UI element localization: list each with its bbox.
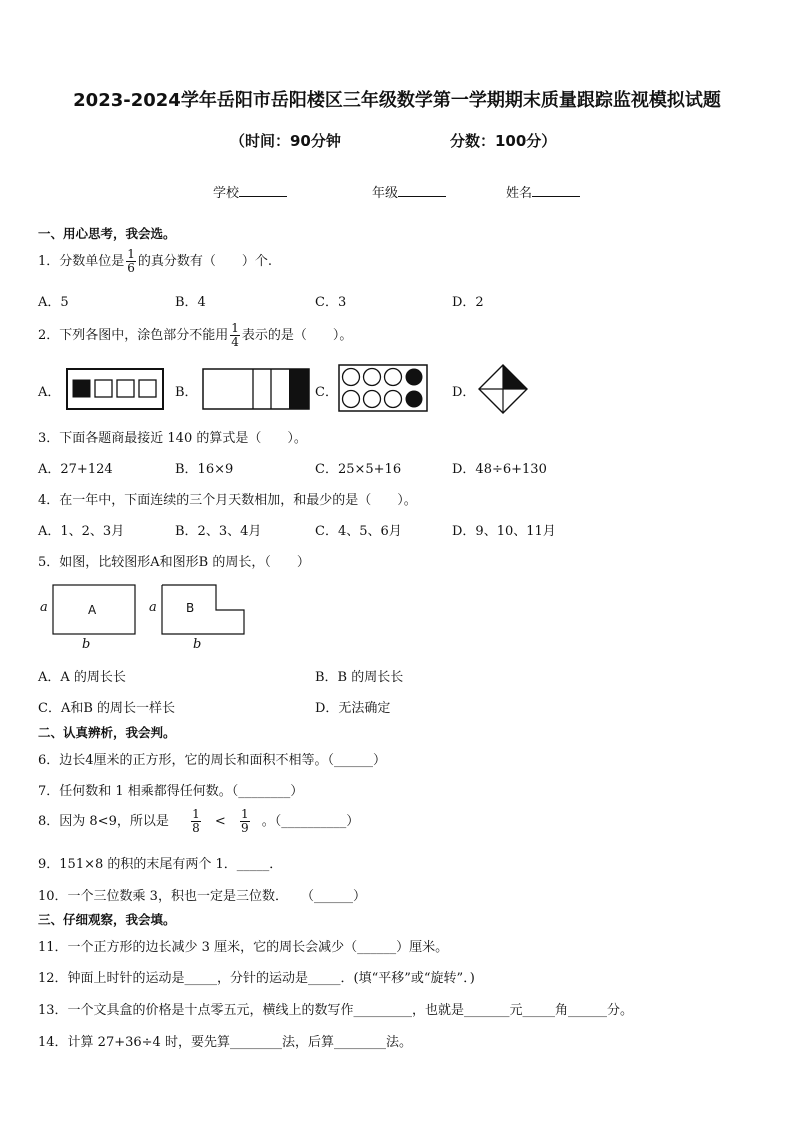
q5-label-b-left: b xyxy=(82,637,91,652)
q2-text-post: 表示的是（ ）。 xyxy=(241,328,353,343)
question-7: 7．任何数和 1 相乘都得任何数。（________） xyxy=(38,784,304,799)
q8-frac1-denominator: 8 xyxy=(192,821,200,835)
q3-option-c: C．25×5+16 xyxy=(315,462,402,477)
q4-option-b: B．2、3、4月 xyxy=(175,524,262,539)
q5-option-a: A．A 的周长长 xyxy=(38,670,126,685)
grade-label: 年级 xyxy=(372,186,399,201)
q1-fraction xyxy=(126,248,136,275)
q8-text-pre: 8．因为 8<9，所以是 xyxy=(38,814,169,829)
q3-option-a: A．27+124 xyxy=(38,462,113,477)
score-label: 分数：100分） xyxy=(450,132,557,150)
q1-option-b: B．4 xyxy=(175,295,206,310)
question-1 xyxy=(38,248,272,275)
name-label: 姓名 xyxy=(506,186,533,201)
q2-denominator: 4 xyxy=(231,335,239,349)
page-title: 2023-2024学年岳阳市岳阳楼区三年级数学第一学期期末质量跟踪监视模拟试题 xyxy=(73,90,721,111)
q2-figure-c xyxy=(338,364,428,412)
question-8 xyxy=(38,808,359,835)
question-5: 5．如图，比较图形A和图形B 的周长，（ ） xyxy=(38,555,310,570)
school-blank xyxy=(239,184,287,197)
question-12: 12．钟面上时针的运动是_____，分针的运动是_____．(填“平移”或“旋转”．) xyxy=(38,971,475,986)
q2-figure-d xyxy=(478,364,528,414)
q5-option-d: D．无法确定 xyxy=(315,701,391,716)
q4-option-c: C．4、5、6月 xyxy=(315,524,402,539)
q1-option-c: C．3 xyxy=(315,295,347,310)
school-label: 学校 xyxy=(213,186,240,201)
q5-label-b-right: b xyxy=(193,637,202,652)
grade-blank xyxy=(398,184,446,197)
question-4: 4．在一年中，下面连续的三个月天数相加，和最少的是（ ）。 xyxy=(38,493,417,508)
question-11: 11．一个正方形的边长减少 3 厘米，它的周长会减少（______）厘米。 xyxy=(38,940,449,955)
question-3: 3．下面各题商最接近 140 的算式是（ ）。 xyxy=(38,431,307,446)
q1-denominator: 6 xyxy=(127,261,135,275)
q5-label-a-right: a xyxy=(149,600,157,615)
q1-text-pre: 1．分数单位是 xyxy=(38,254,125,269)
section-1-heading: 一、用心思考，我会选。 xyxy=(38,226,176,241)
question-10: 10．一个三位数乘 3，积也一定是三位数． （______） xyxy=(38,889,366,904)
q4-option-a: A．1、2、3月 xyxy=(38,524,125,539)
name-blank xyxy=(532,184,580,197)
q3-option-d: D．48÷6+130 xyxy=(452,462,547,477)
question-6: 6．边长4厘米的正方形，它的周长和面积不相等。（______） xyxy=(38,753,387,768)
q2-figure-a xyxy=(66,368,164,410)
q2-figure-b xyxy=(202,368,310,410)
q5-option-c: C．A和B 的周长一样长 xyxy=(38,701,176,716)
q4-option-d: D．9、10、11月 xyxy=(452,524,556,539)
q1-option-d: D．2 xyxy=(452,295,484,310)
q8-frac2-denominator: 9 xyxy=(240,821,249,835)
q1-text-post: 的真分数有（ ）个. xyxy=(137,254,273,269)
q8-text-post: 。（__________） xyxy=(261,814,360,829)
q5-label-a-left: a xyxy=(40,600,48,615)
q5-label-shape-a: A xyxy=(88,603,97,617)
q2-option-d-label: D． xyxy=(452,385,476,400)
q2-option-a-label: A． xyxy=(38,385,61,400)
q2-option-b-label: B． xyxy=(175,385,198,400)
q2-option-c-label: C． xyxy=(315,385,338,400)
question-14: 14．计算 27+36÷4 时，要先算________法，后算________法。 xyxy=(38,1035,412,1050)
grade-field xyxy=(372,182,446,201)
name-field xyxy=(506,182,580,201)
q3-option-b: B．16×9 xyxy=(175,462,234,477)
q8-fraction-2 xyxy=(240,808,250,835)
question-2 xyxy=(38,322,352,349)
section-2-heading: 二、认真辨析，我会判。 xyxy=(38,725,176,740)
q8-frac1-numerator: 1 xyxy=(192,807,200,821)
q1-numerator: 1 xyxy=(127,247,135,261)
school-field xyxy=(213,182,287,201)
section-3-heading: 三、仔细观察，我会填。 xyxy=(38,912,176,927)
question-9: 9．151×8 的积的末尾有两个 1．_____． xyxy=(38,857,283,872)
q2-text-pre: 2．下列各图中，涂色部分不能用 xyxy=(38,328,229,343)
q1-option-a: A．5 xyxy=(38,295,69,310)
question-13: 13．一个文具盒的价格是十点零五元，横线上的数写作_________，也就是_______元_____角______分。 xyxy=(38,1003,634,1018)
q8-fraction-1 xyxy=(191,808,201,835)
q5-label-shape-b: B xyxy=(186,601,195,615)
q2-numerator: 1 xyxy=(231,321,239,335)
q5-option-b: B．B 的周长长 xyxy=(315,670,404,685)
q5-figure xyxy=(36,580,256,652)
q2-fraction xyxy=(230,322,240,349)
q8-less-than: < xyxy=(214,814,226,829)
time-label: （时间：90分钟 xyxy=(230,132,341,150)
q8-frac2-numerator: 1 xyxy=(240,807,249,821)
